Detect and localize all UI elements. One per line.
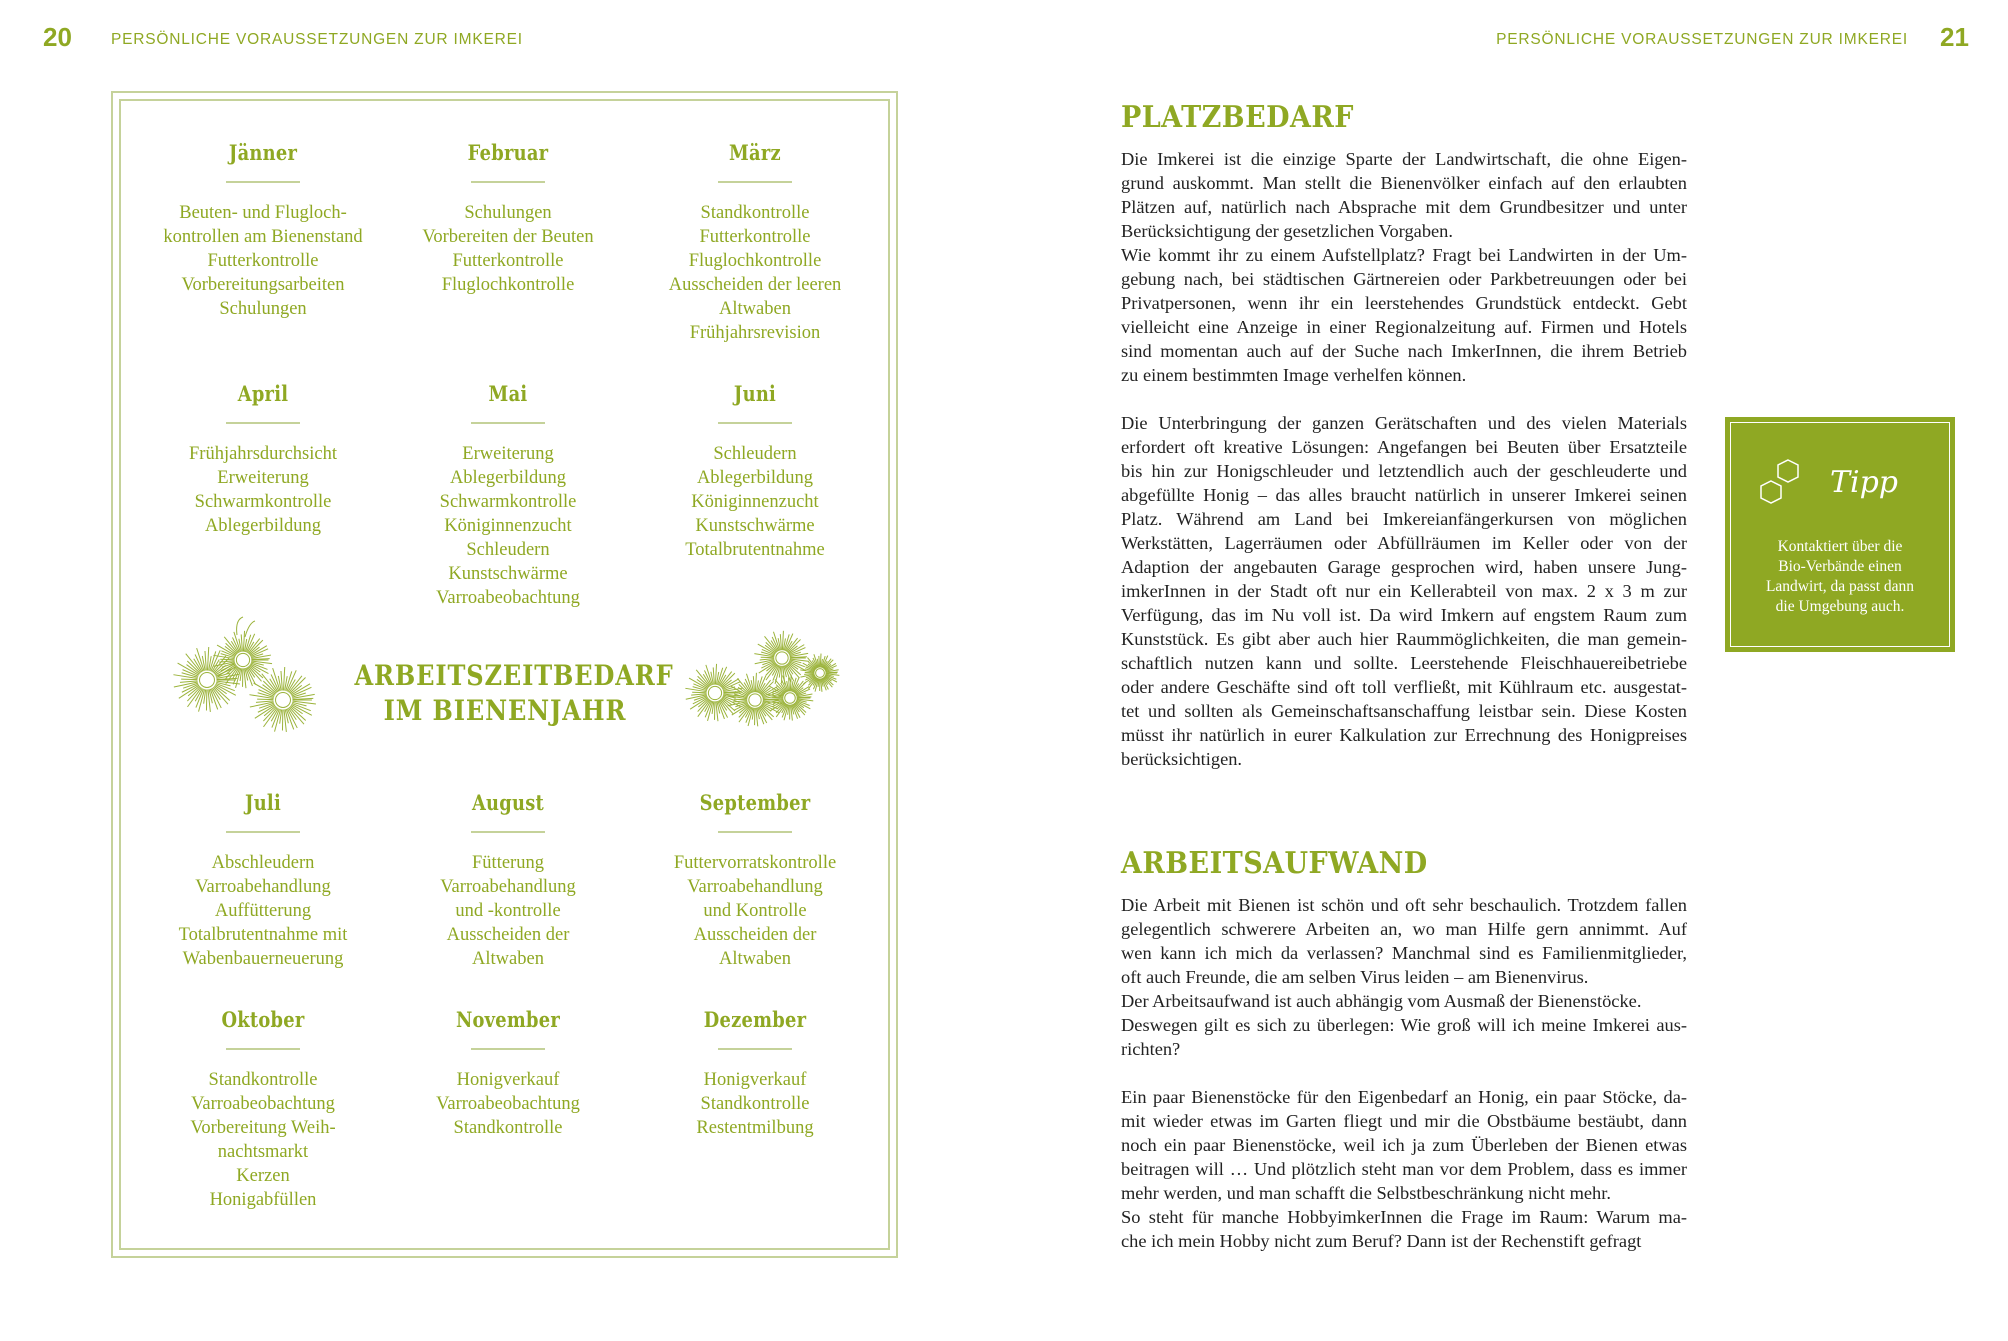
page-number-left: 20 — [43, 22, 72, 52]
month-task: Futtervorratskontrolle — [673, 853, 837, 873]
body-text-line: Wie kommt ihr zu einem Aufstellplatz? Fragt bei Landwirten in der Um- — [1121, 245, 1687, 265]
body-text-line: bis hin zur Honigschleuder und letztendlich auch der geschleuderte und — [1121, 461, 1687, 481]
body-text-line: sind momentan auch auf der Suche nach ImkerInnen, die ihrem Betrieb — [1121, 341, 1687, 361]
month-heading: März — [729, 140, 781, 165]
month-task: Standkontrolle — [700, 1094, 810, 1114]
month-juni — [635, 381, 875, 562]
body-text-line: erfordert oft kreative Lösungen: Angefangen bei Beuten über Ersatzteile — [1121, 437, 1687, 457]
month-august — [388, 790, 628, 971]
body-text-line: Adaption der angebauten Garage gesprochen wird, haben unsere Jung- — [1121, 557, 1687, 577]
month-märz — [635, 140, 875, 345]
body-text-line: Die Imkerei ist die einzige Sparte der Landwirtschaft, die ohne Eigen- — [1121, 149, 1687, 169]
body-text-line: mehr werden, und man schafft die Selbstbeschränkung nicht mehr. — [1121, 1183, 1611, 1203]
body-text-line: grund auskommt. Man stellt die Bienenvölker einfach auf den erlaubten — [1121, 173, 1687, 193]
month-task: Erweiterung — [462, 444, 554, 464]
month-task: Ablegerbildung — [204, 516, 322, 536]
month-dezember — [635, 1007, 875, 1140]
month-task: Abschleudern — [211, 853, 315, 873]
tip-text-line: die Umgebung auch. — [1775, 598, 1905, 615]
body-text-line: che ich mein Hobby nicht zum Beruf? Dann ist der Rechenstift gefragt — [1121, 1231, 1642, 1251]
month-task: Totalbrutentnahme mit — [178, 925, 348, 945]
month-heading: Juli — [244, 790, 281, 815]
body-text-line: Kunststück. Es gibt aber auch hier Raummöglichkeiten, die man gemein- — [1121, 629, 1687, 649]
month-task: Königinnenzucht — [444, 516, 572, 536]
month-divider — [471, 181, 545, 183]
month-task: Varroabeobachtung — [436, 588, 580, 608]
running-head-left: PERSÖNLICHE VORAUSSETZUNGEN ZUR IMKEREI — [111, 31, 523, 48]
month-heading: August — [471, 790, 545, 815]
month-task: Kunstschwärme — [448, 564, 568, 584]
month-task: Altwaben — [719, 949, 791, 969]
month-task: Beuten- und Flugloch- — [179, 203, 347, 223]
month-jänner — [143, 140, 383, 321]
month-task: Kerzen — [236, 1166, 290, 1186]
month-divider — [718, 422, 792, 424]
body-text-line: oder andere Geschäfte sind oft toll verfließt, mit Kühlraum etc. ausgestat- — [1121, 677, 1687, 697]
month-task: Frühjahrsdurchsicht — [189, 444, 337, 464]
month-divider — [471, 831, 545, 833]
body-text-line: zu einem bestimmten Image verhelfen können. — [1121, 365, 1467, 385]
body-text-line: oft auch Freunde, die am selben Virus leiden – am Bienenvirus. — [1121, 967, 1589, 987]
month-task: Varroabehandlung — [687, 877, 823, 897]
honeycomb-icon — [1758, 457, 1808, 509]
page-number-right: 21 — [1940, 22, 1969, 52]
month-task: Altwaben — [472, 949, 544, 969]
month-task: Ablegerbildung — [696, 468, 814, 488]
month-task: nachtsmarkt — [217, 1142, 309, 1162]
calendar-title — [354, 658, 674, 728]
calendar-title-line-2: IM BIENENJAHR — [383, 694, 627, 727]
month-task: Standkontrolle — [208, 1070, 318, 1090]
body-text-line: Deswegen gilt es sich zu überlegen: Wie groß will ich meine Imkerei aus- — [1121, 1015, 1687, 1035]
month-divider — [226, 422, 300, 424]
month-divider — [226, 1048, 300, 1050]
section-heading: PLATZBEDARF — [1121, 100, 1354, 135]
body-text-line: Platz. Während am Land bei Imkereianfängerkursen von möglichen — [1121, 509, 1687, 529]
body-text-line: gelegentlich schwerere Arbeiten an, wo man Hilfe gern annimmt. Auf — [1121, 919, 1687, 939]
month-heading: November — [455, 1007, 561, 1032]
month-heading: Februar — [467, 140, 549, 165]
month-divider — [471, 1048, 545, 1050]
body-text-line: noch ein paar Bienenstöcke, weil ich ja zum Überleben der Bienen etwas — [1121, 1135, 1687, 1155]
body-text-line: müsst ihr natürlich in eurer Kalkulation zur Errechnung des Honigpreises — [1121, 725, 1687, 745]
body-text-line: Ein paar Bienenstöcke für den Eigenbedarf an Honig, ein paar Stöcke, da- — [1121, 1087, 1687, 1107]
month-task: Wabenbauerneuerung — [182, 949, 344, 969]
tip-text — [1725, 537, 1955, 617]
month-task: Ausscheiden der — [693, 925, 817, 945]
tip-title: Tipp — [1830, 465, 1899, 500]
body-text-line: berücksichtigen. — [1121, 749, 1243, 769]
month-task: und Kontrolle — [703, 901, 807, 921]
body-text-line: imkerInnen in der Stadt oft nur ein Kellerabteil von max. 2 x 3 m zur — [1121, 581, 1687, 601]
month-task: Futterkontrolle — [207, 251, 319, 271]
tip-text-line: Bio-Verbände einen — [1778, 558, 1902, 575]
month-heading: Oktober — [221, 1007, 305, 1032]
section-heading: ARBEITSAUFWAND — [1121, 846, 1428, 881]
tip-text-line: Landwirt, da passt dann — [1765, 578, 1915, 595]
tip-box — [1725, 417, 1955, 652]
month-divider — [226, 831, 300, 833]
flower-illustration-left — [165, 615, 325, 740]
month-heading: Mai — [488, 381, 528, 406]
month-heading: Dezember — [703, 1007, 807, 1032]
body-text-line: beitragen will … Und plötzlich steht man vor dem Problem, dass es immer — [1121, 1159, 1687, 1179]
month-juli — [143, 790, 383, 971]
month-februar — [388, 140, 628, 297]
month-task: Ablegerbildung — [449, 468, 567, 488]
month-november — [388, 1007, 628, 1140]
body-text-line: gebung nach, bei städtischen Gärtnereien oder Parkbetreuungen oder bei — [1121, 269, 1687, 289]
month-task: Honigabfüllen — [209, 1190, 317, 1210]
month-task: Schwarmkontrolle — [194, 492, 332, 512]
month-task: Fluglochkontrolle — [441, 275, 575, 295]
flower-illustration-right — [685, 628, 840, 733]
month-task: Auffütterung — [214, 901, 312, 921]
month-task: Frühjahrsrevision — [689, 323, 821, 343]
month-task: Schleudern — [466, 540, 550, 560]
month-divider — [718, 831, 792, 833]
month-task: Vorbereitung Weih- — [190, 1118, 336, 1138]
month-task: Ausscheiden der — [446, 925, 570, 945]
body-text-line: So steht für manche HobbyimkerInnen die Frage im Raum: Warum ma- — [1121, 1207, 1687, 1227]
month-task: und -kontrolle — [455, 901, 561, 921]
month-task: kontrollen am Bienenstand — [163, 227, 363, 247]
month-task: Fütterung — [472, 853, 544, 873]
month-task: Futterkontrolle — [699, 227, 811, 247]
month-task: Altwaben — [719, 299, 791, 319]
body-text-line: Berücksichtigung der gesetzlichen Vorgaben. — [1121, 221, 1453, 241]
month-task: Schwarmkontrolle — [439, 492, 577, 512]
month-task: Standkontrolle — [453, 1118, 563, 1138]
month-april — [143, 381, 383, 538]
month-task: Futterkontrolle — [452, 251, 564, 271]
month-task: Vorbereitungsarbeiten — [181, 275, 345, 295]
month-heading: April — [237, 381, 289, 406]
month-task: Schulungen — [219, 299, 307, 319]
month-task: Schulungen — [464, 203, 552, 223]
body-text-line: Der Arbeitsaufwand ist auch abhängig vom Ausmaß der Bienenstöcke. — [1121, 991, 1642, 1011]
section-arbeitsaufwand — [1121, 846, 1687, 1253]
body-text-line: wen kann ich mich da verlassen? Manchmal sind es Familienmitglieder, — [1121, 943, 1687, 963]
month-task: Varroabeobachtung — [436, 1094, 580, 1114]
body-text-line: tet und sollten als Gemeinschaftsanschaffung leistbar sein. Diese Kosten — [1121, 701, 1687, 721]
month-task: Fluglochkontrolle — [688, 251, 822, 271]
month-task: Honigverkauf — [703, 1070, 807, 1090]
month-task: Honigverkauf — [456, 1070, 560, 1090]
calendar-title-line-1: ARBEITSZEITBEDARF — [354, 659, 674, 692]
month-task: Vorbereiten der Beuten — [422, 227, 594, 247]
month-task: Totalbrutentnahme — [685, 540, 825, 560]
body-text-line: Die Arbeit mit Bienen ist schön und oft sehr beschaulich. Trotzdem fallen — [1121, 895, 1687, 915]
body-text-line: vielleicht eine Anzeige in einer Regionalzeitung auf. Firmen und Hotels — [1121, 317, 1687, 337]
month-divider — [718, 181, 792, 183]
month-divider — [471, 422, 545, 424]
body-text-line: schaftlich nutzen kann und sollte. Leerstehende Fleischhauereibetriebe — [1121, 653, 1687, 673]
body-text-line: richten? — [1121, 1039, 1181, 1059]
body-text-line: Verfügung, das im Nu voll ist. Da wird Imkern auf engstem Raum zum — [1121, 605, 1687, 625]
month-task: Königinnenzucht — [691, 492, 819, 512]
month-divider — [718, 1048, 792, 1050]
month-task: Varroabehandlung — [440, 877, 576, 897]
running-head-right: PERSÖNLICHE VORAUSSETZUNGEN ZUR IMKEREI — [1496, 31, 1908, 48]
month-heading: September — [699, 790, 811, 815]
tip-text-line: Kontaktiert über die — [1777, 538, 1903, 555]
month-task: Schleudern — [713, 444, 797, 464]
body-text-line: Plätzen auf, natürlich nach Absprache mit dem Grundbesitzer und unter — [1121, 197, 1687, 217]
month-task: Erweiterung — [217, 468, 309, 488]
month-task: Standkontrolle — [700, 203, 810, 223]
body-text-line: Die Unterbringung der ganzen Gerätschaften und des vielen Materials — [1121, 413, 1687, 433]
body-text-line: Privatpersonen, wenn ihr ein leerstehendes Grundstück entdeckt. Gebt — [1121, 293, 1687, 313]
month-divider — [226, 181, 300, 183]
month-heading: Juni — [733, 381, 777, 406]
month-heading: Jänner — [228, 140, 298, 165]
flower-head — [249, 667, 315, 732]
month-mai — [388, 381, 628, 610]
month-task: Ausscheiden der leeren — [668, 275, 842, 295]
month-task: Restentmilbung — [696, 1118, 814, 1138]
body-text-line: abgefüllte Honig – das alles braucht natürlich in unserer Imkerei seinen — [1121, 485, 1687, 505]
flower-head — [800, 654, 839, 692]
month-september — [635, 790, 875, 971]
month-oktober — [143, 1007, 383, 1212]
section-platzbedarf — [1121, 100, 1687, 771]
month-task: Kunstschwärme — [695, 516, 815, 536]
body-text-line: Werkstätten, Lagerräumen oder Abfüllräumen im Keller oder von der — [1121, 533, 1687, 553]
month-task: Varroabehandlung — [195, 877, 331, 897]
body-text-line: mit wieder etwas im Garten fliegt und mir die Obstbäume bestäubt, dann — [1121, 1111, 1687, 1131]
flower-head — [754, 631, 809, 684]
month-task: Varroabeobachtung — [191, 1094, 335, 1114]
